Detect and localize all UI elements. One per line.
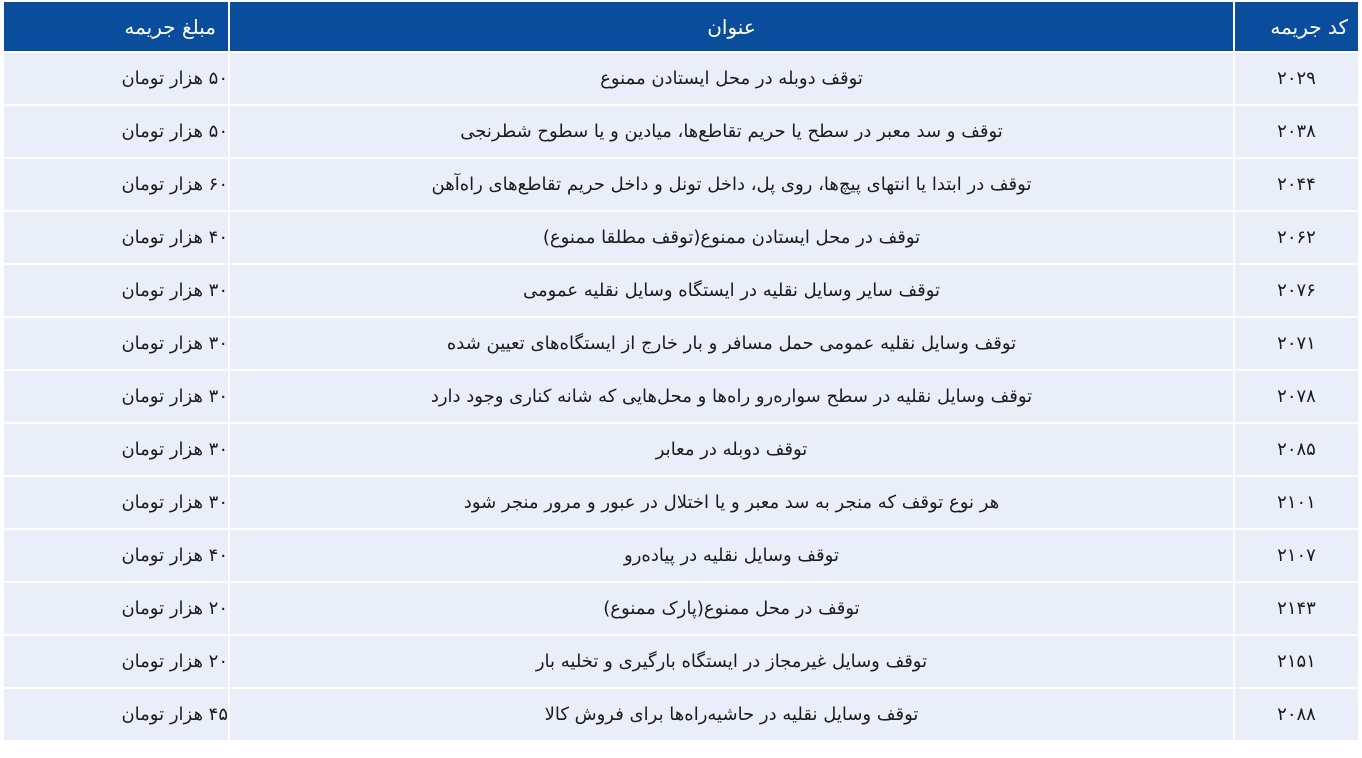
fine-code-cell: ۲۰۷۸	[1235, 371, 1358, 422]
table-row	[4, 689, 1358, 740]
fine-amount-cell: ۳۰ هزار تومان	[4, 318, 228, 369]
table-row	[4, 424, 1358, 475]
fine-title-cell: توقف وسایل نقلیه در حاشیه‌راه‌ها برای فروش کالا	[230, 689, 1233, 740]
fine-code-cell: ۲۰۶۲	[1235, 212, 1358, 263]
fine-code-cell: ۲۱۰۷	[1235, 530, 1358, 581]
fine-code-cell: ۲۰۷۶	[1235, 265, 1358, 316]
fine-amount-cell: ۴۰ هزار تومان	[4, 530, 228, 581]
table-row	[4, 265, 1358, 316]
fine-amount-cell: ۲۰ هزار تومان	[4, 636, 228, 687]
fine-title-cell: توقف دوبله در محل ایستادن ممنوع	[230, 53, 1233, 104]
fine-title-cell: توقف سایر وسایل نقلیه در ایستگاه وسایل نقلیه عمومی	[230, 265, 1233, 316]
fine-title-cell: توقف وسایل نقلیه در سطح سواره‌رو راه‌ها و محل‌هایی که شانه کناری وجود دارد	[230, 371, 1233, 422]
fine-code-cell: ۲۱۰۱	[1235, 477, 1358, 528]
fine-amount-cell: ۶۰ هزار تومان	[4, 159, 228, 210]
fine-amount-cell: ۵۰ هزار تومان	[4, 106, 228, 157]
fine-code-cell: ۲۰۸۸	[1235, 689, 1358, 740]
fine-title-cell: توقف دوبله در معابر	[230, 424, 1233, 475]
fine-amount-cell: ۳۰ هزار تومان	[4, 265, 228, 316]
fine-title-cell: توقف در محل ممنوع(پارک ممنوع)	[230, 583, 1233, 634]
fine-code-cell: ۲۱۴۳	[1235, 583, 1358, 634]
fine-title-cell: توقف و سد معبر در سطح یا حریم تقاطع‌ها، میادین و یا سطوح شطرنجی	[230, 106, 1233, 157]
fine-amount-cell: ۴۵ هزار تومان	[4, 689, 228, 740]
table-row	[4, 477, 1358, 528]
fines-table-body	[4, 53, 1358, 740]
table-row	[4, 106, 1358, 157]
column-header-title: عنوان	[230, 2, 1233, 51]
fine-amount-cell: ۳۰ هزار تومان	[4, 424, 228, 475]
fine-title-cell: هر نوع توقف که منجر به سد معبر و یا اختلال در عبور و مرور منجر شود	[230, 477, 1233, 528]
table-row	[4, 53, 1358, 104]
table-row	[4, 212, 1358, 263]
fine-title-cell: توقف در محل ایستادن ممنوع(توقف مطلقا ممنوع)	[230, 212, 1233, 263]
fine-code-cell: ۲۰۴۴	[1235, 159, 1358, 210]
fine-code-cell: ۲۰۳۸	[1235, 106, 1358, 157]
fine-title-cell: توقف وسایل غیرمجاز در ایستگاه بارگیری و تخلیه بار	[230, 636, 1233, 687]
table-row	[4, 636, 1358, 687]
fine-amount-cell: ۴۰ هزار تومان	[4, 212, 228, 263]
column-header-amount: مبلغ جریمه	[4, 2, 228, 51]
fines-table	[2, 0, 1360, 742]
fine-title-cell: توقف وسایل نقلیه در پیاده‌رو	[230, 530, 1233, 581]
table-row	[4, 583, 1358, 634]
fine-amount-cell: ۵۰ هزار تومان	[4, 53, 228, 104]
table-row	[4, 159, 1358, 210]
fine-title-cell: توقف وسایل نقلیه عمومی حمل مسافر و بار خارج از ایستگاه‌های تعیین شده	[230, 318, 1233, 369]
fine-title-cell: توقف در ابتدا یا انتهای پیچ‌ها، روی پل، داخل تونل و داخل حریم تقاطع‌های راه‌آهن	[230, 159, 1233, 210]
fine-amount-cell: ۳۰ هزار تومان	[4, 477, 228, 528]
fine-code-cell: ۲۱۵۱	[1235, 636, 1358, 687]
table-row	[4, 371, 1358, 422]
fine-amount-cell: ۳۰ هزار تومان	[4, 371, 228, 422]
fine-amount-cell: ۲۰ هزار تومان	[4, 583, 228, 634]
fine-code-cell: ۲۰۷۱	[1235, 318, 1358, 369]
table-row	[4, 530, 1358, 581]
table-row	[4, 318, 1358, 369]
fine-code-cell: ۲۰۲۹	[1235, 53, 1358, 104]
fine-code-cell: ۲۰۸۵	[1235, 424, 1358, 475]
header-row	[4, 2, 1358, 51]
column-header-code: کد جریمه	[1235, 2, 1358, 51]
